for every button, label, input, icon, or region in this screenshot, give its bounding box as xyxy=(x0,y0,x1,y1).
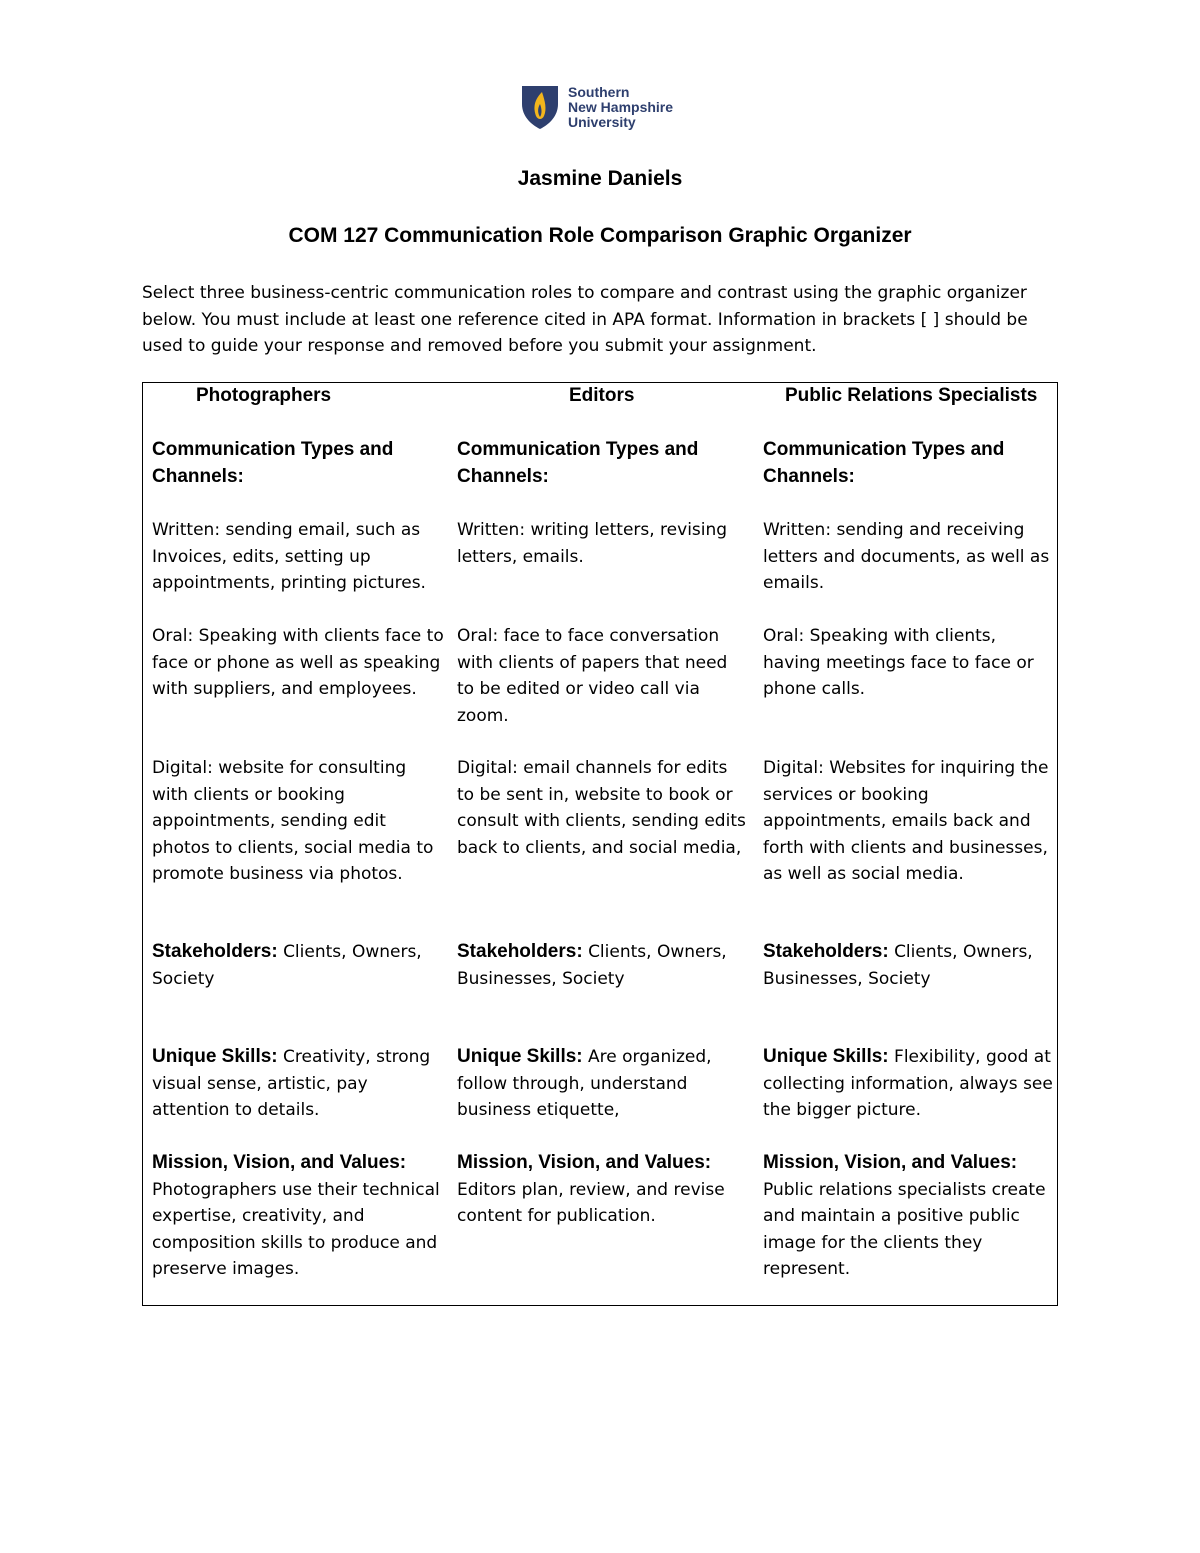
oral-communication: Oral: Speaking with clients face to face or phone as well as speaking with suppliers, and employees. xyxy=(152,626,444,699)
stakeholders xyxy=(152,939,444,992)
logo-line-3: University xyxy=(568,113,636,130)
mission-label: Mission, Vision, and Values: xyxy=(152,1152,407,1173)
stakeholders xyxy=(763,939,1055,992)
logo-line-2: New Hampshire xyxy=(568,98,674,115)
mission-value: Public relations specialists create and maintain a positive public image for the clients they represent. xyxy=(763,1179,1046,1279)
mission-value: Photographers use their technical expertise, creativity, and composition skills to produce and preserve images. xyxy=(152,1179,440,1279)
unique-skills xyxy=(152,1044,444,1124)
mission-vision-values xyxy=(457,1150,749,1230)
role-column-public-relations-specialists xyxy=(763,383,1053,1305)
unique-skills-value: Flexibility, good at collecting information, always see the bigger picture. xyxy=(763,1047,1053,1120)
role-column-editors xyxy=(457,383,747,1305)
written-communication: Written: writing letters, revising letters, emails. xyxy=(457,520,728,567)
column-header: Public Relations Specialists xyxy=(785,385,1038,406)
oral-communication: Oral: face to face conversation with clients of papers that need to be edited or video call via zoom. xyxy=(457,626,728,726)
unique-skills xyxy=(763,1044,1055,1124)
mission-label: Mission, Vision, and Values: xyxy=(763,1152,1018,1173)
stakeholders-value: Clients, Owners, Society xyxy=(152,942,422,989)
stakeholders-label: Stakeholders: xyxy=(763,941,889,962)
stakeholders-value: Clients, Owners, Businesses, Society xyxy=(763,942,1033,989)
unique-skills-value: Are organized, follow through, understand business etiquette, xyxy=(457,1047,712,1120)
digital-communication: Digital: email channels for edits to be sent in, website to book or consult with clients, sending edits back to clients, and social media, xyxy=(457,758,746,858)
mission-value: Editors plan, review, and revise content for publication. xyxy=(457,1179,725,1226)
written-communication: Written: sending and receiving letters and documents, as well as emails. xyxy=(763,520,1050,593)
column-header: Photographers xyxy=(196,385,332,406)
communication-types-label: Communication Types and Channels: xyxy=(152,439,394,487)
stakeholders-label: Stakeholders: xyxy=(152,941,278,962)
logo-line-1: Southern xyxy=(568,83,630,100)
role-column-photographers xyxy=(152,383,442,1305)
university-name xyxy=(568,85,673,130)
stakeholders xyxy=(457,939,749,992)
digital-communication: Digital: website for consulting with clients or booking appointments, sending edit photos to clients, social media to promote business via photos. xyxy=(152,758,434,884)
shield-flame-icon xyxy=(520,84,560,130)
unique-skills-label: Unique Skills: xyxy=(763,1046,889,1067)
university-logo xyxy=(520,84,673,130)
oral-communication: Oral: Speaking with clients, having meetings face to face or phone calls. xyxy=(763,626,1034,699)
mission-vision-values xyxy=(763,1150,1055,1283)
unique-skills-label: Unique Skills: xyxy=(457,1046,583,1067)
communication-types-label: Communication Types and Channels: xyxy=(763,439,1005,487)
unique-skills-value: Creativity, strong visual sense, artistic, pay attention to details. xyxy=(152,1047,431,1120)
student-name: Jasmine Daniels xyxy=(517,167,683,190)
stakeholders-label: Stakeholders: xyxy=(457,941,583,962)
written-communication: Written: sending email, such as Invoices, edits, setting up appointments, printing pictures. xyxy=(152,520,426,593)
unique-skills-label: Unique Skills: xyxy=(152,1046,278,1067)
communication-types-label: Communication Types and Channels: xyxy=(457,439,699,487)
mission-vision-values xyxy=(152,1150,444,1283)
document-title: COM 127 Communication Role Comparison Graphic Organizer xyxy=(288,224,912,247)
column-header: Editors xyxy=(569,385,635,406)
unique-skills xyxy=(457,1044,749,1124)
graphic-organizer-table xyxy=(142,382,1058,1306)
mission-label: Mission, Vision, and Values: xyxy=(457,1152,712,1173)
digital-communication: Digital: Websites for inquiring the services or booking appointments, emails back and forth with clients and businesses, as well as social media. xyxy=(763,758,1049,884)
instructions-paragraph: Select three business-centric communication roles to compare and contrast using the graphic organizer below. You must include at least one reference cited in APA format. Information in brackets [ ] should be used to guide your response and removed before you submit your assignment. xyxy=(142,283,1028,356)
stakeholders-value: Clients, Owners, Businesses, Society xyxy=(457,942,727,989)
